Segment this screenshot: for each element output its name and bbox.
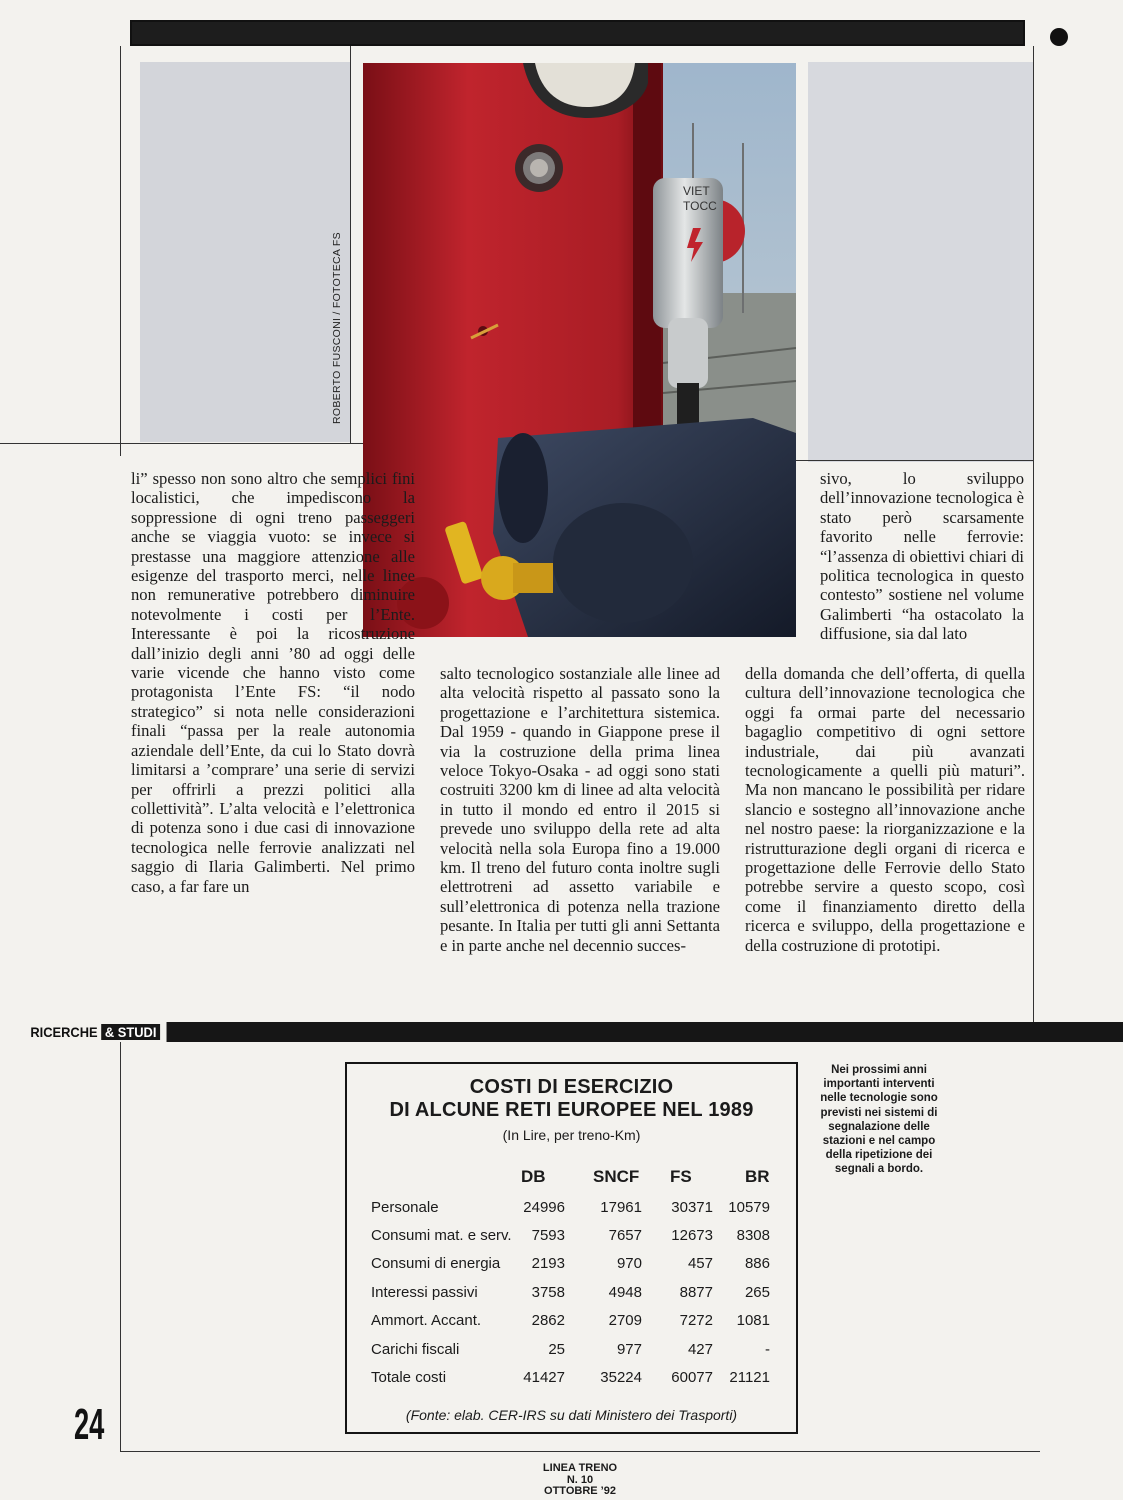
cell-value: 17961 — [600, 1199, 642, 1216]
cell-value: 35224 — [600, 1369, 642, 1386]
table-row — [347, 1341, 796, 1369]
cell-value: 2862 — [531, 1312, 565, 1329]
cell-value: 8877 — [679, 1284, 713, 1301]
cell-value: - — [765, 1341, 770, 1358]
cell-value: 457 — [687, 1255, 713, 1272]
cell-value: 21121 — [729, 1369, 770, 1386]
table-title-line1: COSTI DI ESERCIZIO — [469, 1076, 674, 1098]
socket-label-line1: VIET — [683, 184, 710, 198]
cell-value: 24996 — [523, 1199, 565, 1216]
cell-value: 7593 — [531, 1227, 565, 1244]
row-label: Consumi mat. e serv. — [371, 1227, 512, 1244]
row-label: Totale costi — [371, 1369, 447, 1386]
cell-value: 25 — [548, 1341, 565, 1358]
column-header: FS — [670, 1167, 692, 1186]
row-label: Ammort. Accant. — [371, 1312, 482, 1329]
article-text: della domanda che dell’offerta, di quella cultura dell’innovazione tecnologica che oggi fa ormai parte del necessario bagaglio competitivo di ogni settore industriale, dai più avanzati tecnologicamente a quelli più maturi”. Ma non mancano le possibilità per ridare slancio e sostegno all’innovazione anche nel nostro paese: la riorganizzazione e la ristrutturazione degli organi di ricerca e progettazione delle Ferrovie dello Stato potrebbe servire a questo scopo, così come il finanziamento diretto della ricerca e sviluppo, della progettazione e della costruzione di prototipi. — [745, 664, 1025, 955]
grid-line — [120, 46, 121, 456]
article-text: sivo, lo sviluppo dell’innovazione tecnologica è stato però scarsamente favorito nelle ferrovie: “l’assenza di obiettivi chiari di politica tecnologica in questo contesto” sostiene nel volume Galimberti “ha ostacolato la diffusione, sia dal lato — [820, 469, 1024, 644]
table-source: (Fonte: elab. CER-IRS su dati Ministero dei Trasporti) — [405, 1407, 738, 1423]
cell-value: 8308 — [736, 1227, 770, 1244]
article-text: salto tecnologico sostanziale alle linee ad alta velocità rispetto al passato sono la progettazione e l’architettura sistemica. Dal 1959 - quando in Giappone prese il via la costruzione della prima linea veloce Tokyo-Osaka - ad oggi sono stati costruiti 3200 km di linee ad alta velocità in tutto il mondo ed entro il 2015 si prevede uno sviluppo della rete ad alta velocità nella sola Europa fino a 19.000 km. Il treno del futuro conta inoltre sugli elettrotreni ad assetto variabile e sull’elettronica di potenza nella trazione pesante. In Italia per tutti gli anni Settanta e in parte anche nel decennio succes- — [440, 664, 720, 955]
article-column-2 — [440, 664, 720, 955]
column-header: DB — [521, 1167, 546, 1186]
row-label: Consumi di energia — [371, 1255, 501, 1272]
cell-value: 886 — [744, 1255, 770, 1272]
section-label-part2: & STUDI — [101, 1024, 160, 1040]
row-label: Carichi fiscali — [371, 1341, 460, 1358]
background-panel-right — [808, 62, 1033, 462]
table-row — [347, 1284, 796, 1312]
grid-line — [0, 443, 363, 444]
article-column-3-top — [820, 469, 1024, 644]
table-row — [347, 1255, 796, 1283]
column-header: BR — [745, 1167, 770, 1186]
photo-credit: ROBERTO FUSCONI / FOTOTECA FS — [331, 232, 343, 424]
table-title-line2: DI ALCUNE RETI EUROPEE NEL 1989 — [389, 1099, 754, 1121]
locomotive-photo — [363, 63, 796, 637]
grid-line — [120, 1042, 121, 1452]
grid-line — [120, 1451, 1040, 1452]
section-label-part1: RICERCHE — [30, 1024, 98, 1040]
section-bar — [130, 1022, 1123, 1042]
footer-magazine: LINEA TRENO — [542, 1462, 618, 1474]
page-number: 24 — [74, 1400, 105, 1449]
grid-line — [1033, 46, 1034, 1024]
footer-date: OTTOBRE ’92 — [544, 1485, 616, 1497]
table-row — [347, 1199, 796, 1227]
cell-value: 1081 — [736, 1312, 770, 1329]
top-rule-bar — [130, 20, 1025, 46]
table-row — [347, 1369, 796, 1397]
cell-value: 7272 — [679, 1312, 713, 1329]
article-text: li” spesso non sono altro che semplici fini localistici, che impediscono la soppressione di ogni treno passeggeri anche se viaggia vuoto: se invece si prestasse una maggiore attenzione alle esigenze del trasporto merci, nelle linee non remunerative potrebbero diminuire notevolmente i costi per l’Ente. Interessante è poi la ricostruzione dall’inizio degli anni ’80 ad oggi delle varie vicende che hanno visto come protagonista l’Ente FS: “il nodo strategico” si nota nelle considerazioni finali “passa per la reale autonomia aziendale dell’Ente, da cui lo Stato dovrà limitarsi a ’comprare’ una serie di servizi per offrirli a prezzi politici alla collettività”. L’alta velocità e l’elettronica di potenza sono i due casi di innovazione tecnologica nelle ferrovie analizzati nel saggio di Ilaria Galimberti. Nel primo caso, a far fare un — [131, 469, 415, 896]
table-title — [347, 1076, 796, 1122]
section-label — [0, 1022, 167, 1042]
cell-value: 41427 — [523, 1369, 565, 1386]
cell-value: 2709 — [608, 1312, 642, 1329]
cell-value: 10579 — [728, 1199, 770, 1216]
grid-line — [796, 460, 1033, 461]
cell-value: 977 — [616, 1341, 642, 1358]
row-label: Personale — [371, 1199, 439, 1216]
column-header: SNCF — [593, 1167, 640, 1186]
table-subtitle: (In Lire, per treno-Km) — [502, 1127, 641, 1143]
socket-label-line2: TOCC — [683, 199, 717, 213]
cell-value: 4948 — [608, 1284, 642, 1301]
article-column-1 — [131, 469, 415, 896]
cell-value: 30371 — [671, 1199, 713, 1216]
cell-value: 60077 — [671, 1369, 713, 1386]
cost-table-box — [345, 1062, 798, 1434]
cell-value: 427 — [687, 1341, 713, 1358]
cell-value: 970 — [616, 1255, 642, 1272]
cell-value: 7657 — [608, 1227, 642, 1244]
cell-value: 2193 — [531, 1255, 565, 1272]
bullet-dot — [1050, 28, 1068, 46]
photo-caption: Nei prossimi anni importanti interventi nelle tecnologie sono previsti nei sistemi di segnalazione delle stazioni e nel campo della ripetizione dei segnali a bordo. — [820, 1064, 938, 1176]
cell-value: 265 — [744, 1284, 770, 1301]
article-column-3-bottom — [745, 664, 1025, 955]
cell-value: 3758 — [531, 1284, 565, 1301]
table-row — [347, 1312, 796, 1340]
cell-value: 12673 — [671, 1227, 713, 1244]
row-label: Interessi passivi — [371, 1284, 478, 1301]
footer-issue: N. 10 — [566, 1473, 594, 1486]
magazine-footer — [520, 1463, 640, 1498]
table-row — [347, 1227, 796, 1255]
